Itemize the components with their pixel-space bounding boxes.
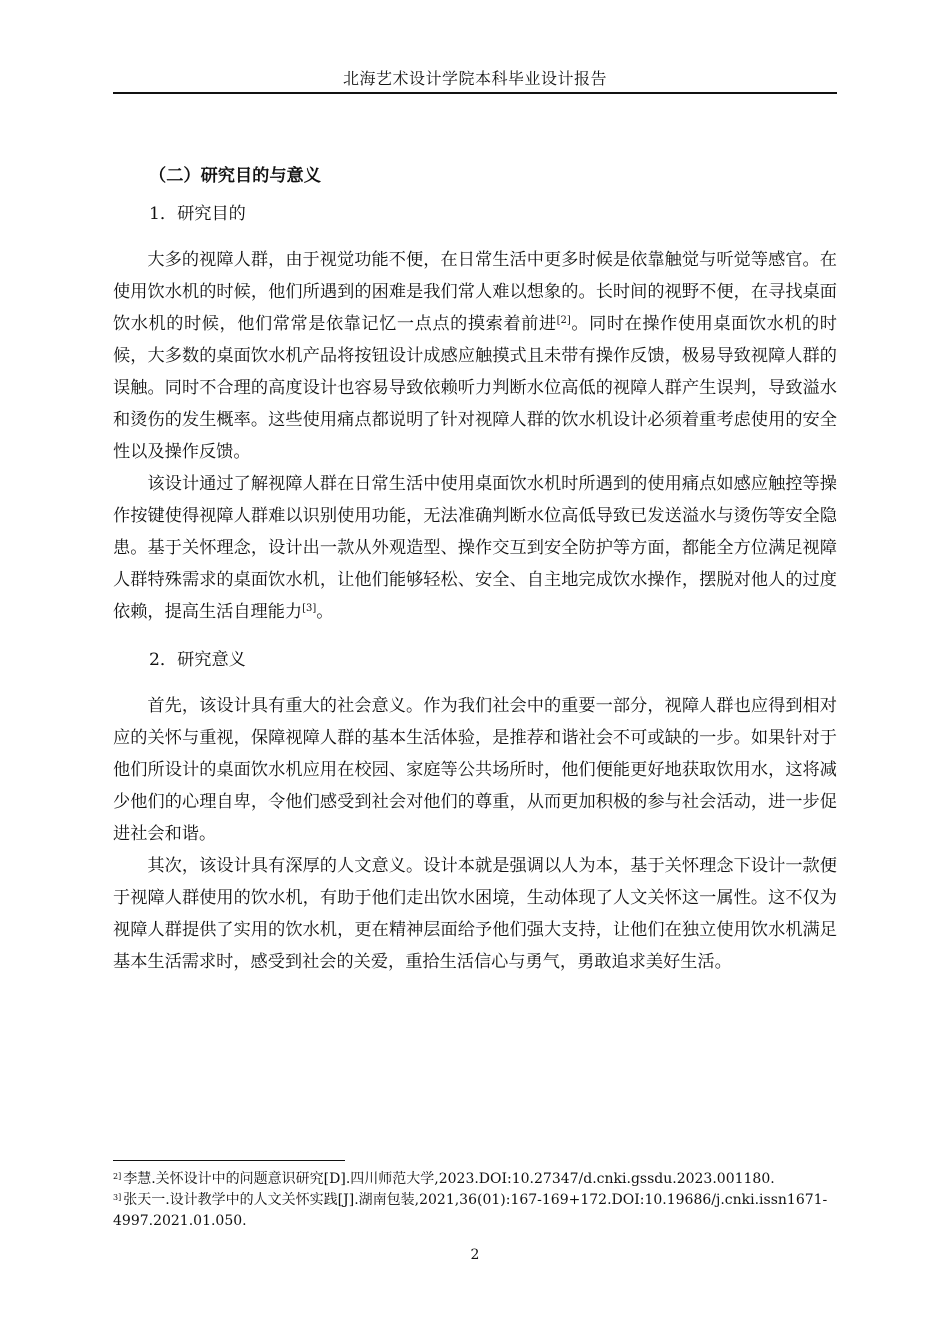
subsection-heading-significance: 2．研究意义: [149, 650, 246, 670]
citation-ref: [3]: [302, 603, 317, 614]
footnote: [113, 1190, 837, 1232]
footnote-mark: 2]: [113, 1172, 122, 1181]
page-number: 2: [470, 1247, 480, 1263]
footnote-rule: [113, 1160, 345, 1161]
footnote-mark: 3]: [113, 1193, 122, 1202]
footnote-text: 李慧.关怀设计中的问题意识研究[D].四川师范大学,2023.DOI:10.27347/d.cnki.gssdu.2023.001180.: [123, 1171, 775, 1187]
paragraph-text: 。同时在操作使用桌面饮水机的时候，大多数的桌面饮水机产品将按钮设计成感应触摸式且未带有操作反馈，极易导致视障人群的误触。同时不合理的高度设计也容易导致依赖听力判断水位高低的视障人群产生误判，导致溢水和烫伤的发生概率。这些使用痛点都说明了针对视障人群的饮水机设计必须着重考虑使用的安全性以及操作反馈。: [113, 314, 837, 462]
section-title: （二）研究目的与意义: [149, 166, 321, 186]
paragraph-text: 大多的视障人群，由于视觉功能不便，在日常生活中更多时候是依靠触觉与听觉等感官。在使用饮水机的时候，他们所遇到的困难是我们常人难以想象的。长时间的视野不便，在寻找桌面饮水机的时候，他们常常是依靠记忆一点点的摸索着前进: [113, 250, 837, 334]
paragraph: [113, 468, 837, 628]
subsection-heading-purpose: 1．研究目的: [149, 204, 246, 224]
footnote-text: 张天一.设计教学中的人文关怀实践[J].湖南包装,2021,36(01):167-169+172.DOI:10.19686/j.cnki.issn1671-4997.2021.01.050.: [113, 1192, 828, 1229]
main-content: [113, 160, 837, 978]
footnote: [113, 1169, 837, 1190]
citation-ref: [2]: [556, 315, 571, 326]
paragraph: 其次，该设计具有深厚的人文意义。设计本就是强调以人为本，基于关怀理念下设计一款便于视障人群使用的饮水机，有助于他们走出饮水困境，生动体现了人文关怀这一属性。这不仅为视障人群提供了实用的饮水机，更在精神层面给予他们强大支持，让他们在独立使用饮水机满足基本生活需求时，感受到社会的关爱，重拾生活信心与勇气，勇敢追求美好生活。: [113, 856, 837, 972]
paragraph: [113, 244, 837, 468]
footnotes: [113, 1169, 837, 1232]
paragraph: 首先，该设计具有重大的社会意义。作为我们社会中的重要一部分，视障人群也应得到相对应的关怀与重视，保障视障人群的基本生活体验，是推荐和谐社会不可或缺的一步。如果针对于他们所设计的桌面饮水机应用在校园、家庭等公共场所时，他们便能更好地获取饮用水，这将减少他们的心理自卑，令他们感受到社会对他们的尊重，从而更加积极的参与社会活动，进一步促进社会和谐。: [113, 696, 837, 844]
page-header: 北海艺术设计学院本科毕业设计报告: [342, 69, 607, 88]
header-rule: [113, 92, 837, 94]
paragraph-text: 该设计通过了解视障人群在日常生活中使用桌面饮水机时所遇到的使用痛点如感应触控等操作按键使得视障人群难以识别使用功能，无法准确判断水位高低导致已发送溢水与烫伤等安全隐患。基于关怀理念，设计出一款从外观造型、操作交互到安全防护等方面，都能全方位满足视障人群特殊需求的桌面饮水机，让他们能够轻松、安全、自主地完成饮水操作，摆脱对他人的过度依赖，提高生活自理能力: [113, 474, 837, 622]
paragraph-text: 。: [316, 602, 334, 622]
